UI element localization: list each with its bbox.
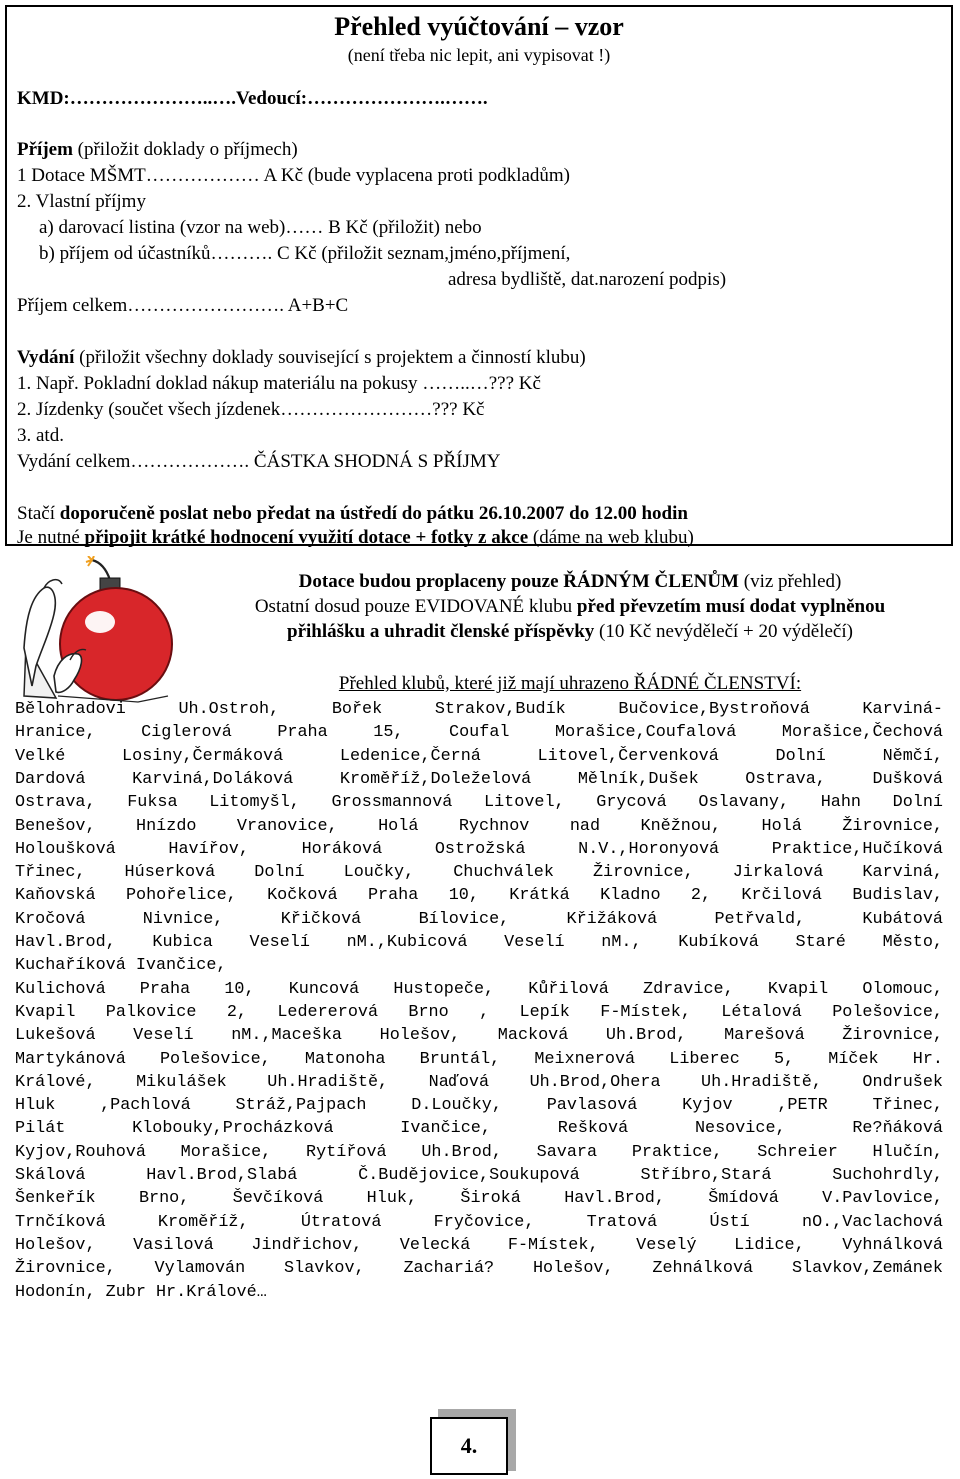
club-list-line: Hluk ,Pachlová Stráž,Pajpach D.Loučky, Pavlasová Kyjov ,PETR Třinec, xyxy=(15,1096,943,1116)
page-title: Přehled vyúčtování – vzor xyxy=(334,12,624,41)
bomb-icon xyxy=(18,556,192,706)
club-list-line: Hodonín, Zubr Hr.Králové… xyxy=(15,1282,267,1302)
expenses-heading-line xyxy=(17,346,586,370)
page-number: 4. xyxy=(430,1417,508,1475)
club-list-line: Kulichová Praha 10, Kuncová Hustopeče, Kůřilová Zdravice, Kvapil Olomouc, xyxy=(15,979,943,999)
club-list-line: Kyjov,Rouhová Morašice, Rytířová Uh.Brod, Savara Praktice, Schreier Hlučín, xyxy=(15,1142,943,1162)
notice-line-3-post: (10 Kč nevýdělečí + 20 výdělečí) xyxy=(594,621,853,642)
income-line-donation: a) darovací listina (vzor na web)…… B Kč (přiložit) nebo xyxy=(39,217,482,238)
club-list-line: Králové, Mikulášek Uh.Hradiště, Naďová Uh.Brod,Ohera Uh.Hradiště, Ondrušek xyxy=(15,1072,943,1092)
kmd-leader-line: KMD:…………………..….Vedoucí:………………….……. xyxy=(17,88,488,109)
notice-block xyxy=(190,570,950,650)
income-line-participants: b) příjem od účastníků………. C Kč (přiložit seznam,jméno,příjmení, xyxy=(39,243,571,264)
income-line-subsidy: 1 Dotace MŠMT……………… A Kč (bude vyplacena proti podkladům) xyxy=(17,165,571,186)
club-list-line: Holoušková Havířov, Horáková Ostrožská N.V.,Horonyová Praktice,Hučíková xyxy=(15,839,943,859)
income-heading: Příjem xyxy=(17,139,73,160)
club-list-line: Skálová Havl.Brod,Slabá Č.Budějovice,Soukupová Stříbro,Stará Suchohrdly, xyxy=(15,1166,943,1185)
evaluation-line xyxy=(17,526,694,550)
income-line-own: 2. Vlastní příjmy xyxy=(17,191,146,212)
expenses-line-tickets: 2. Jízdenky (součet všech jízdenek……………………??? Kč xyxy=(17,399,485,420)
expenses-heading: Vydání xyxy=(17,347,75,368)
notice-line-1 xyxy=(190,570,950,594)
club-list-line: Holešov, Vasilová Jindřichov, Velecká F-Místek, Veselý Lidice, Vyhnálková xyxy=(15,1235,943,1255)
deadline-pre: Stačí xyxy=(17,503,60,524)
evaluation-bold: připojit krátké hodnocení využití dotace + fotky z akce xyxy=(84,527,529,548)
notice-line-1-post: (viz přehled) xyxy=(739,571,842,592)
income-heading-line xyxy=(17,138,298,162)
clubs-heading: Přehled klubů, které již mají uhrazeno ŘÁDNÉ ČLENSTVÍ: xyxy=(338,673,802,694)
notice-line-2-bold: před převzetím musí dodat vyplněnou xyxy=(576,596,886,617)
club-list-line: Šenkeřík Brno, Ševčíková Hluk, Široká Havl.Brod, Šmídová V.Pavlovice, xyxy=(15,1189,943,1209)
club-list-line: Třinec, Húserková Dolní Loučky, Chuchválek Žirovnice, Jirkalová Karviná, xyxy=(15,863,943,883)
expenses-heading-note: (přiložit všechny doklady související s projektem a činností klubu) xyxy=(74,347,586,368)
notice-line-2-pre: Ostatní dosud pouze EVIDOVANÉ klubu xyxy=(254,596,577,617)
club-list-line: Trnčíková Kroměříž, Útratová Fryčovice, Tratová Ústí nO.,Vaclachová xyxy=(15,1212,943,1232)
club-list-line: Dardová Karviná,Doláková Kroměříž,Doleželová Mělník,Dušek Ostrava, Dušková xyxy=(15,769,943,789)
income-total: Příjem celkem……………………. A+B+C xyxy=(17,295,349,316)
deadline-bold: doporučeně poslat nebo předat na ústředí do pátku 26.10.2007 do 12.00 hodin xyxy=(59,503,688,524)
club-list-line: Lukešová Veselí nM.,Maceška Holešov, Macková Uh.Brod, Marešová Žirovnice, xyxy=(15,1026,943,1046)
deadline-line xyxy=(17,502,688,526)
club-list-line: Kročová Nivnice, Křičková Bílovice, Křižáková Petřvald, Kubátová xyxy=(15,909,943,929)
club-list-line: Hranice, Ciglerová Praha 15, Coufal Morašice,Coufalová Morašice,Čechová xyxy=(15,723,943,743)
club-list-line: Kaňovská Pohořelice, Kočková Praha 10, Krátká Kladno 2, Krčilová Budislav, xyxy=(15,886,943,906)
income-line-participants-cont: adresa bydliště, dat.narození podpis) xyxy=(448,269,727,290)
expenses-line-etc: 3. atd. xyxy=(17,425,64,446)
club-list-line: Bělohradovi Uh.Ostroh, Bořek Strakov,Budík Bučovice,Bystroňová Karviná- xyxy=(15,700,943,719)
club-list-line: Martykánová Polešovice, Matonoha Bruntál, Meixnerová Liberec 5, Míček Hr. xyxy=(15,1049,943,1069)
evaluation-post: (dáme na web klubu) xyxy=(528,527,694,548)
club-list-line: Kvapil Palkovice 2, Ledererová Brno , Lepík F-Místek, Létalová Polešovice, xyxy=(15,1002,943,1022)
notice-line-3-bold: přihlášku a uhradit členské příspěvky xyxy=(287,621,595,642)
club-list-line: Velké Losiny,Čermáková Ledenice,Černá Litovel,Červenková Dolní Němčí, xyxy=(15,746,943,766)
evaluation-pre: Je nutné xyxy=(17,527,85,548)
club-list-line: Kuchaříková Ivančice, xyxy=(15,956,227,976)
page-subtitle: (není třeba nic lepit, ani vypisovat !) xyxy=(347,45,611,65)
notice-line-3 xyxy=(190,620,950,644)
expenses-total: Vydání celkem………………. ČÁSTKA SHODNÁ S PŘÍJMY xyxy=(17,451,501,472)
settlement-template-box xyxy=(5,5,953,546)
club-list-line: Benešov, Hnízdo Vranovice, Holá Rychnov nad Kněžnou, Holá Žirovnice, xyxy=(15,816,943,836)
club-list-line: Žirovnice, Vylamován Slavkov, Zachariá? Holešov, Zehnálková Slavkov,Zemánek xyxy=(15,1259,943,1279)
income-heading-note: (přiložit doklady o příjmech) xyxy=(72,139,298,160)
club-list-line: Havl.Brod, Kubica Veselí nM.,Kubicová Veselí nM., Kubíková Staré Město, xyxy=(15,933,943,952)
expenses-line-receipt: 1. Např. Pokladní doklad nákup materiálu na pokusy ……..…??? Kč xyxy=(17,373,541,394)
club-list-line: Ostrava, Fuksa Litomyšl, Grossmannová Litovel, Grycová Oslavany, Hahn Dolní xyxy=(15,793,943,813)
notice-line-2 xyxy=(190,595,950,619)
club-list-line: Pilát Klobouky,Procházková Ivančice, Rešková Nesovice, Re?ňáková xyxy=(15,1119,943,1139)
notice-line-1-bold: Dotace budou proplaceny pouze ŘÁDNÝM ČLENŮM xyxy=(298,571,739,592)
